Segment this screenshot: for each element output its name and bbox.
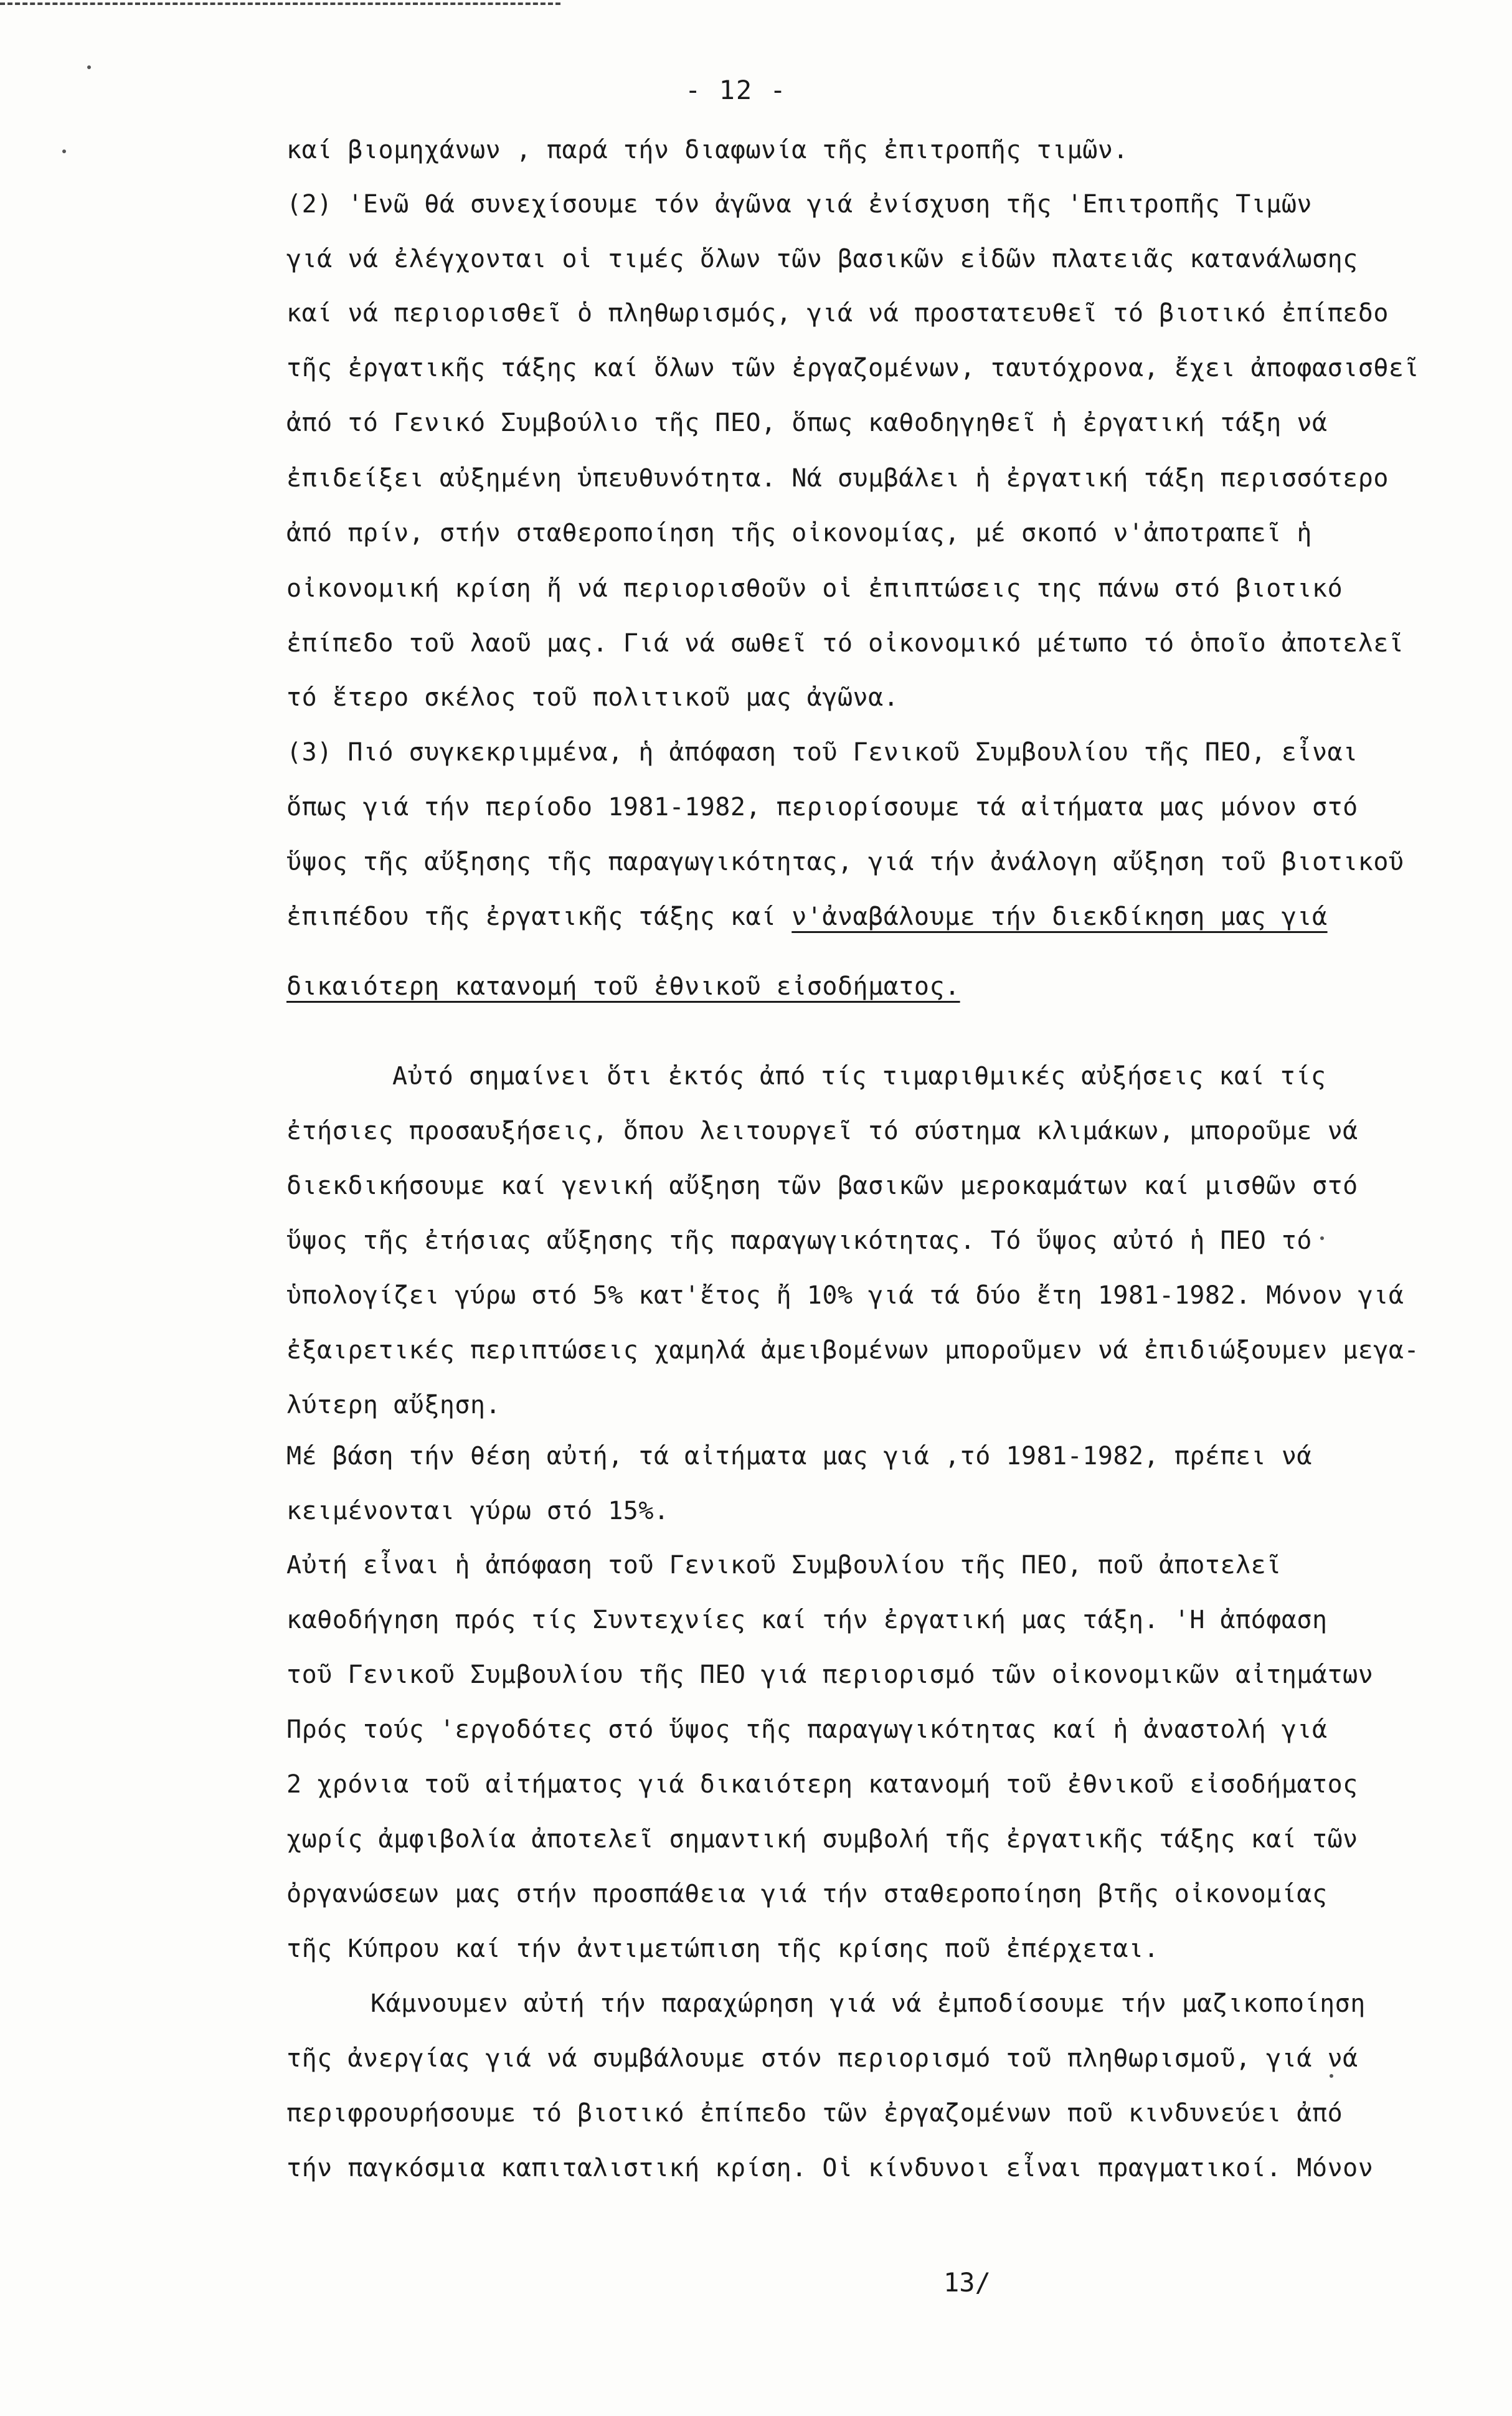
scan-speck: [62, 149, 66, 153]
text-line: ἐπίπεδο τοῦ λαοῦ μας. Γιά νά σωθεῖ τό οἰκονομικό μέτωπο τό ὁποῖο ἀποτελεῖ: [286, 629, 1404, 658]
text-segment: ἐπιπέδου τῆς ἐργατικῆς τάξης καί: [286, 902, 792, 931]
text-line: καθοδήγηση πρός τίς Συντεχνίες καί τήν ἐργατική μας τάξη. 'Η ἀπόφαση: [286, 1606, 1328, 1634]
text-line: περιφρουρήσουμε τό βιοτικό ἐπίπεδο τῶν ἐργαζομένων ποῦ κινδυνεύει ἀπό: [286, 2099, 1343, 2128]
text-line: γιά νά ἐλέγχονται οἱ τιμές ὅλων τῶν βασικῶν εἰδῶν πλατειᾶς κατανάλωσης: [286, 245, 1358, 273]
text-line: καί νά περιορισθεῖ ὁ πληθωρισμός, γιά νά προστατευθεῖ τό βιοτικό ἐπίπεδο: [286, 299, 1389, 328]
text-line: Αὐτό σημαίνει ὅτι ἐκτός ἀπό τίς τιμαριθμικές αὐξήσεις καί τίς: [392, 1062, 1326, 1091]
text-line: οἰκονομική κρίση ἤ νά περιορισθοῦν οἱ ἐπιπτώσεις της πάνω στό βιοτικό: [286, 574, 1343, 603]
text-line: διεκδικήσουμε καί γενική αὔξηση τῶν βασικῶν μεροκαμάτων καί μισθῶν στό: [286, 1172, 1358, 1200]
text-line: ὕψος τῆς ἐτήσιας αὔξησης τῆς παραγωγικότητας. Τό ὕψος αὐτό ἡ ΠΕΟ τό: [286, 1226, 1312, 1255]
text-line: τήν παγκόσμια καπιταλιστική κρίση. Οἱ κίνδυνοι εἶναι πραγματικοί. Μόνον: [286, 2154, 1374, 2182]
page-number: - 12 -: [685, 75, 787, 105]
text-line: χωρίς ἀμφιβολία ἀποτελεῖ σημαντική συμβολή τῆς ἐργατικῆς τάξης καί τῶν: [286, 1825, 1358, 1854]
text-line: ἀπό τό Γενικό Συμβούλιο τῆς ΠΕΟ, ὅπως καθοδηγηθεῖ ἡ ἐργατική τάξη νά: [286, 409, 1328, 437]
text-line: ἐπιδείξει αὐξημένη ὑπευθυνότητα. Νά συμβάλει ἡ ἐργατική τάξη περισσότερο: [286, 464, 1389, 493]
underlined-text-line: δικαιότερη κατανομή τοῦ ἐθνικοῦ εἰσοδήματος.: [286, 972, 960, 1001]
text-line: ὕψος τῆς αὔξησης τῆς παραγωγικότητας, γιά τήν ἀνάλογη αὔξηση τοῦ βιοτικοῦ: [286, 848, 1404, 876]
scan-speck: [1330, 2074, 1333, 2078]
text-line: Πρός τούς 'εργοδότες στό ὕψος τῆς παραγωγικότητας καί ἡ ἀναστολή γιά: [286, 1715, 1328, 1744]
text-line: τό ἕτερο σκέλος τοῦ πολιτικοῦ μας ἀγῶνα.: [286, 683, 899, 712]
text-line: ἀπό πρίν, στήν σταθεροποίηση τῆς οἰκονομίας, μέ σκοπό ν'ἀποτραπεῖ ἡ: [286, 519, 1312, 547]
text-line: (2) 'Ενῶ θά συνεχίσουμε τόν ἀγῶνα γιά ἐνίσχυση τῆς 'Επιτροπῆς Τιμῶν: [286, 190, 1312, 219]
text-line: ὅπως γιά τήν περίοδο 1981-1982, περιορίσουμε τά αἰτήματα μας μόνον στό: [286, 793, 1358, 822]
text-line: ὀργανώσεων μας στήν προσπάθεια γιά τήν σταθεροποίηση βτῆς οἰκονομίας: [286, 1880, 1328, 1908]
underlined-text: ν'ἀναβάλουμε τήν διεκδίκηση μας γιά: [791, 902, 1328, 931]
text-line: ἐξαιρετικές περιπτώσεις χαμηλά ἀμειβομένων μποροῦμεν νά ἐπιδιώξουμεν μεγα-: [286, 1336, 1420, 1365]
text-line: Κάμνουμεν αὐτή τήν παραχώρηση γιά νά ἐμποδίσουμε τήν μαζικοποίηση: [371, 1989, 1366, 2018]
text-line: Αὐτή εἶναι ἡ ἀπόφαση τοῦ Γενικοῦ Συμβουλίου τῆς ΠΕΟ, ποῦ ἀποτελεῖ: [286, 1551, 1282, 1580]
scan-edge-rule: [0, 2, 560, 5]
text-line-with-underline: [286, 902, 1328, 931]
text-line: τῆς ἀνεργίας γιά νά συμβάλουμε στόν περιορισμό τοῦ πληθωρισμοῦ, γιά νά: [286, 2044, 1358, 2073]
continuation-marker: 13/: [943, 2267, 991, 2298]
text-line: (3) Πιό συγκεκριμμένα, ἡ ἀπόφαση τοῦ Γενικοῦ Συμβουλίου τῆς ΠΕΟ, εἶναι: [286, 738, 1358, 767]
text-line: ἐτήσιες προσαυξήσεις, ὅπου λειτουργεῖ τό σύστημα κλιμάκων, μποροῦμε νά: [286, 1117, 1358, 1145]
text-line: λύτερη αὔξηση.: [286, 1391, 501, 1419]
text-line: τῆς Κύπρου καί τήν ἀντιμετώπιση τῆς κρίσης ποῦ ἐπέρχεται.: [286, 1935, 1160, 1963]
text-line: 2 χρόνια τοῦ αἰτήματος γιά δικαιότερη κατανομή τοῦ ἐθνικοῦ εἰσοδήματος: [286, 1770, 1358, 1799]
scan-speck: [1320, 1236, 1324, 1240]
text-line: καί βιομηχάνων , παρά τήν διαφωνία τῆς ἐπιτροπῆς τιμῶν.: [286, 136, 1129, 164]
text-line: κειμένονται γύρω στό 15%.: [286, 1497, 669, 1525]
scan-speck: [87, 65, 91, 69]
text-line: τῆς ἐργατικῆς τάξης καί ὅλων τῶν ἐργαζομένων, ταυτόχρονα, ἔχει ἀποφασισθεῖ: [286, 354, 1420, 382]
text-line: ὑπολογίζει γύρω στό 5% κατ'ἔτος ἤ 10% γιά τά δύο ἔτη 1981-1982. Μόνον γιά: [286, 1281, 1404, 1310]
text-line: Μέ βάση τήν θέση αὐτή, τά αἰτήματα μας γιά ,τό 1981-1982, πρέπει νά: [286, 1442, 1312, 1471]
text-line: τοῦ Γενικοῦ Συμβουλίου τῆς ΠΕΟ γιά περιορισμό τῶν οἰκονομικῶν αἰτημάτων: [286, 1660, 1374, 1689]
